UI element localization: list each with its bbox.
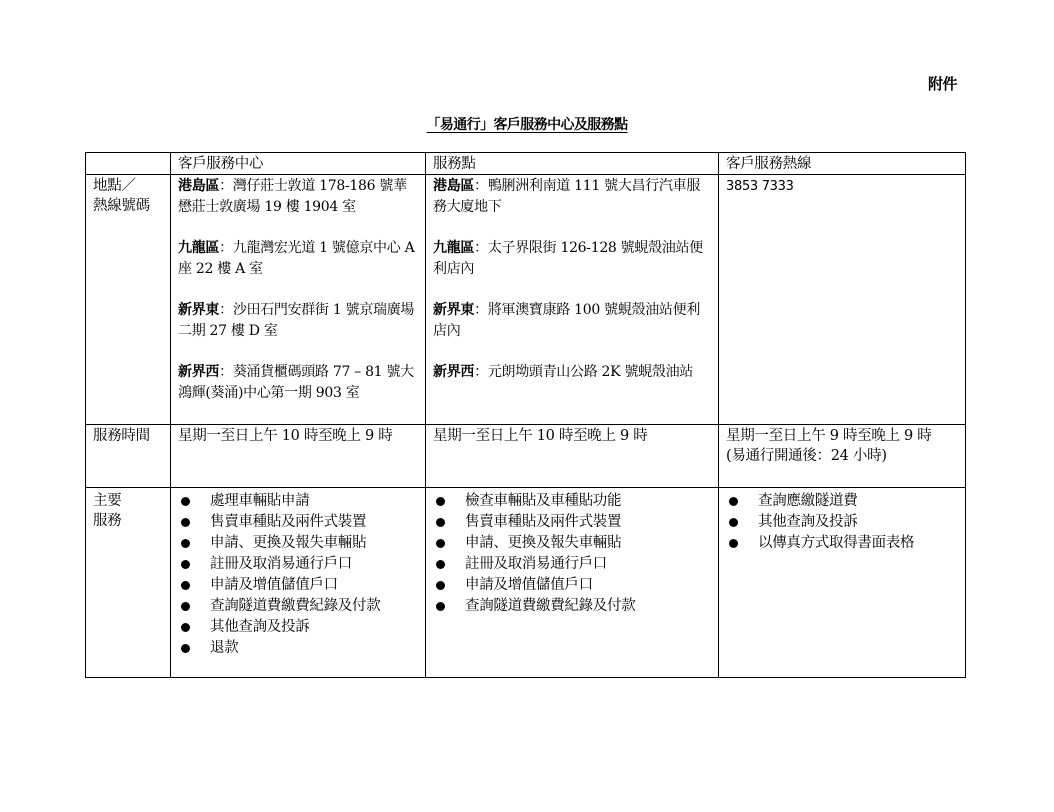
bullet-icon — [436, 560, 445, 569]
separator: ： — [219, 364, 233, 380]
list-item — [433, 491, 712, 512]
header-cell-empty — [86, 153, 171, 175]
list-item — [433, 575, 712, 596]
list-item — [178, 554, 419, 575]
region-name: 九龍區 — [178, 240, 220, 256]
hotline-number: 3853 7333 — [726, 179, 794, 194]
document-title-text: 「易通行」客戶服務中心及服務點 — [426, 117, 628, 133]
bullet-icon — [181, 539, 190, 548]
separator: ： — [474, 178, 488, 194]
service-centre-hours: 星期一至日上午 10 時至晚上 9 時 — [171, 425, 426, 488]
service-list — [433, 491, 712, 617]
region-name: 新界西 — [178, 364, 220, 380]
list-item-text: 售賣車種貼及兩件式裝置 — [210, 514, 367, 530]
label-line: 熱線號碼 — [93, 198, 150, 214]
hotline-hours-note: (易通行開通後：24 小時) — [726, 448, 887, 464]
list-item — [178, 596, 419, 617]
address-entry — [178, 238, 419, 280]
header-service-centre: 客戶服務中心 — [171, 153, 426, 175]
table-row-hours — [86, 425, 966, 488]
list-item — [433, 533, 712, 554]
table-header-row — [86, 153, 966, 175]
list-item — [178, 491, 419, 512]
address-text: 太子界限街 126-128 號蜆殼油站便利店內 — [433, 240, 703, 277]
hotline-hours-line: 星期一至日上午 9 時至晚上 9 時 — [726, 428, 932, 444]
list-item-text: 申請、更換及報失車輛貼 — [210, 535, 367, 551]
address-entry — [433, 238, 712, 280]
list-item-text: 註冊及取消易通行戶口 — [465, 556, 607, 572]
header-service-points: 服務點 — [426, 153, 719, 175]
address-text: 將軍澳寶康路 100 號蜆殼油站便利店內 — [433, 302, 701, 339]
bullet-icon — [181, 602, 190, 611]
label-line: 地點／ — [93, 178, 136, 194]
region-name: 港島區 — [178, 178, 220, 194]
bullet-icon — [181, 560, 190, 569]
list-item — [178, 512, 419, 533]
address-entry — [178, 300, 419, 342]
list-item-text: 檢查車輛貼及車種貼功能 — [465, 493, 622, 509]
label-line: 服務 — [93, 513, 122, 529]
label-line: 主要 — [93, 493, 122, 509]
list-item-text: 申請及增值儲值戶口 — [465, 577, 593, 593]
list-item-text: 以傳真方式取得書面表格 — [758, 535, 915, 551]
bullet-icon — [181, 518, 190, 527]
bullet-icon — [436, 581, 445, 590]
bullet-icon — [436, 539, 445, 548]
bullet-icon — [729, 539, 738, 548]
list-item-text: 退款 — [210, 640, 239, 656]
table-row-services — [86, 488, 966, 678]
bullet-icon — [436, 518, 445, 527]
address-text: 鴨脷洲利南道 111 號大昌行汽車服務大廈地下 — [433, 178, 701, 215]
list-item-text: 處理車輛貼申請 — [210, 493, 310, 509]
address-entry — [178, 176, 419, 218]
separator: ： — [474, 364, 488, 380]
row-label-location — [86, 175, 171, 425]
service-centre-services — [171, 488, 426, 678]
region-name: 新界東 — [178, 302, 220, 318]
address-text: 灣仔莊士敦道 178-186 號華懋莊士敦廣場 19 樓 1904 室 — [178, 178, 407, 215]
bullet-icon — [436, 602, 445, 611]
document-title — [0, 114, 1054, 134]
service-list — [726, 491, 959, 554]
list-item — [178, 638, 419, 659]
address-entry — [433, 362, 712, 383]
region-name: 新界東 — [433, 302, 475, 318]
bullet-icon — [181, 644, 190, 653]
address-text: 沙田石門安群街 1 號京瑞廣場二期 27 樓 D 室 — [178, 302, 415, 339]
bullet-icon — [181, 497, 190, 506]
list-item-text: 申請及增值儲值戶口 — [210, 577, 338, 593]
separator: ： — [219, 302, 233, 318]
list-item — [726, 512, 959, 533]
bullet-icon — [729, 518, 738, 527]
service-centre-addresses — [171, 175, 426, 425]
bullet-icon — [436, 497, 445, 506]
list-item — [726, 533, 959, 554]
service-table — [85, 152, 966, 678]
hotline-services — [719, 488, 966, 678]
address-entry — [433, 300, 712, 342]
row-label-services — [86, 488, 171, 678]
list-item — [178, 533, 419, 554]
list-item — [433, 596, 712, 617]
region-name: 新界西 — [433, 364, 475, 380]
list-item-text: 註冊及取消易通行戶口 — [210, 556, 352, 572]
service-list — [178, 491, 419, 659]
separator: ： — [474, 240, 488, 256]
address-text: 九龍灣宏光道 1 號億京中心 A 座 22 樓 A 室 — [178, 240, 415, 277]
list-item — [433, 554, 712, 575]
hotline-hours — [719, 425, 966, 488]
separator: ： — [219, 240, 233, 256]
list-item-text: 其他查詢及投訴 — [758, 514, 858, 530]
list-item-text: 查詢應繳隧道費 — [758, 493, 858, 509]
address-entry — [178, 362, 419, 404]
region-name: 港島區 — [433, 178, 475, 194]
service-point-addresses — [426, 175, 719, 425]
annex-label: 附件 — [928, 75, 958, 93]
list-item — [433, 512, 712, 533]
address-text: 葵涌貨櫃碼頭路 77 – 81 號大鴻輝(葵涌)中心第一期 903 室 — [178, 364, 414, 401]
list-item-text: 其他查詢及投訴 — [210, 619, 310, 635]
separator: ： — [219, 178, 233, 194]
list-item-text: 售賣車種貼及兩件式裝置 — [465, 514, 622, 530]
list-item — [178, 575, 419, 596]
service-point-hours: 星期一至日上午 10 時至晚上 9 時 — [426, 425, 719, 488]
list-item-text: 申請、更換及報失車輛貼 — [465, 535, 622, 551]
bullet-icon — [181, 581, 190, 590]
list-item-text: 查詢隧道費繳費紀錄及付款 — [465, 598, 636, 614]
list-item — [726, 491, 959, 512]
service-point-services — [426, 488, 719, 678]
row-label-hours: 服務時間 — [86, 425, 171, 488]
bullet-icon — [181, 623, 190, 632]
region-name: 九龍區 — [433, 240, 475, 256]
bullet-icon — [729, 497, 738, 506]
list-item — [178, 617, 419, 638]
list-item-text: 查詢隧道費繳費紀錄及付款 — [210, 598, 381, 614]
separator: ： — [474, 302, 488, 318]
address-text: 元朗坳頭青山公路 2K 號蜆殼油站 — [487, 364, 693, 380]
header-hotline: 客戶服務熱線 — [719, 153, 966, 175]
address-entry — [433, 176, 712, 218]
hotline-number-cell — [719, 175, 966, 425]
table-row-location — [86, 175, 966, 425]
